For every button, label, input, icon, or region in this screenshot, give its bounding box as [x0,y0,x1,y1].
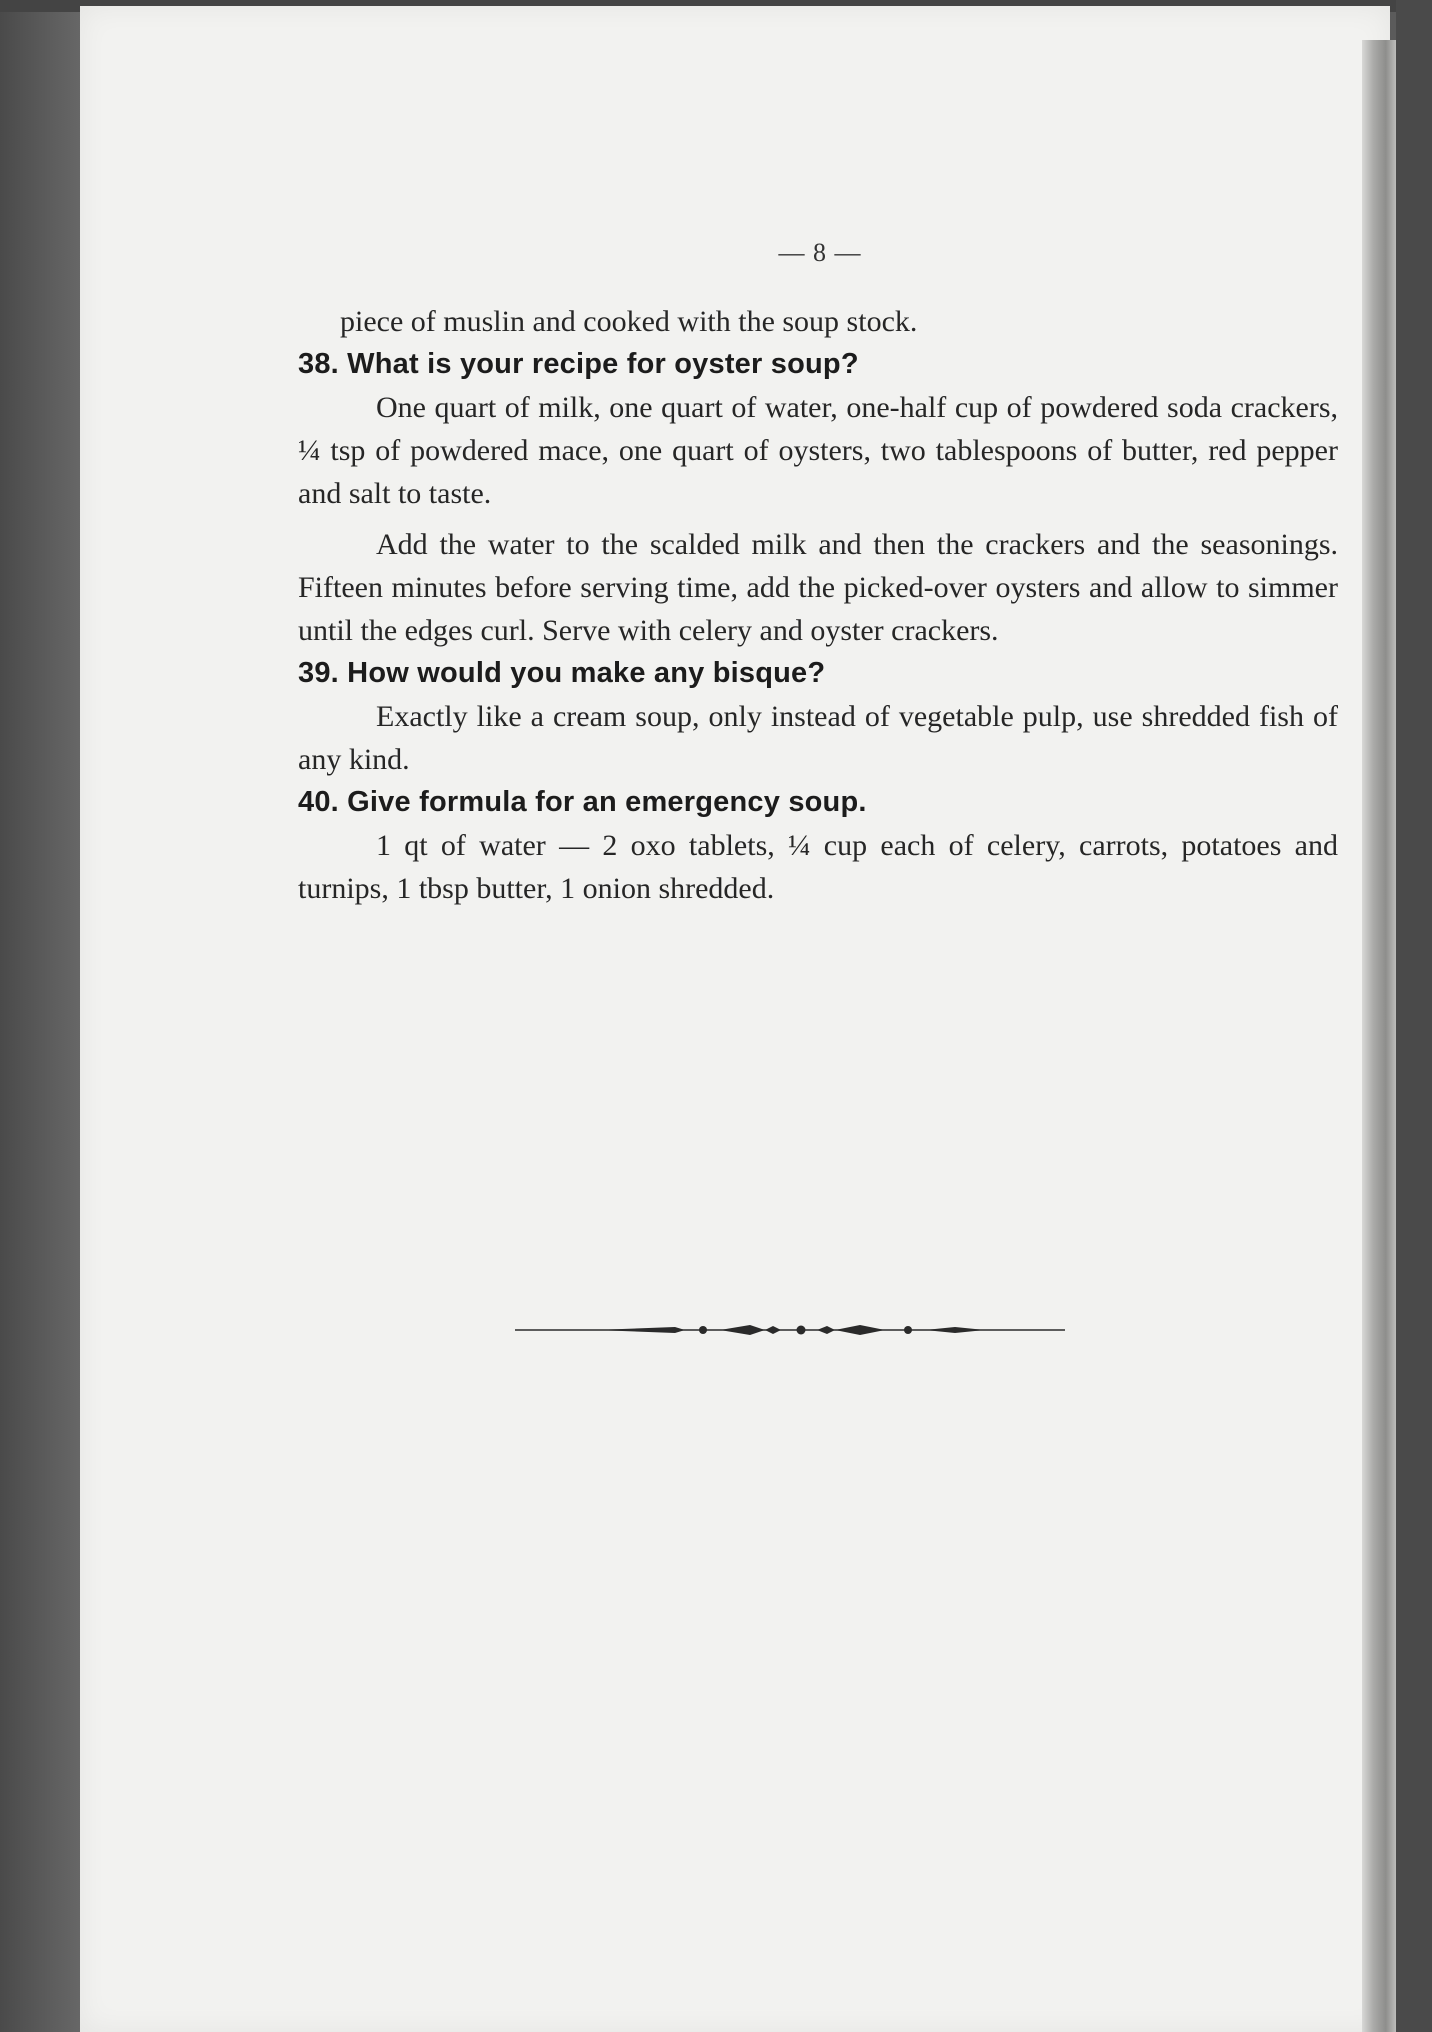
answer-38-paragraph-2: Add the water to the scalded milk and then the crackers and the seasonings. Fifteen minutes before serving time, add the picked-over oysters and allow to simmer until the edges curl. Serve with celery and oyster crackers. [298,528,1338,647]
question-40: 40. Give formula for an emergency soup. [298,786,867,818]
page-number: — 8 — [778,238,862,267]
page-body [298,300,1338,910]
answer-39-paragraph-1: Exactly like a cream soup, only instead of vegetable pulp, use shredded fish of any kind. [298,700,1338,776]
question-38: 38. What is your recipe for oyster soup? [298,348,859,380]
scan-background-left [0,0,90,2032]
scan-background-right [1396,0,1432,2032]
answer-38-paragraph-1: One quart of milk, one quart of water, one-half cup of powdered soda crackers, ¼ tsp of powdered mace, one quart of oysters, two tablespoons of butter, red pepper and salt to taste. [298,391,1338,510]
question-39: 39. How would you make any bisque? [298,657,826,689]
page-edge-shadow [1362,40,1396,2032]
paragraph-gap [298,515,1338,523]
answer-40-paragraph-1: 1 qt of water — 2 oxo tablets, ¼ cup each of celery, carrots, potatoes and turnips, 1 tbsp butter, 1 onion shredded. [298,829,1338,905]
continued-line: piece of muslin and cooked with the soup stock. [340,305,918,338]
decorative-rule-icon [515,1318,1065,1342]
